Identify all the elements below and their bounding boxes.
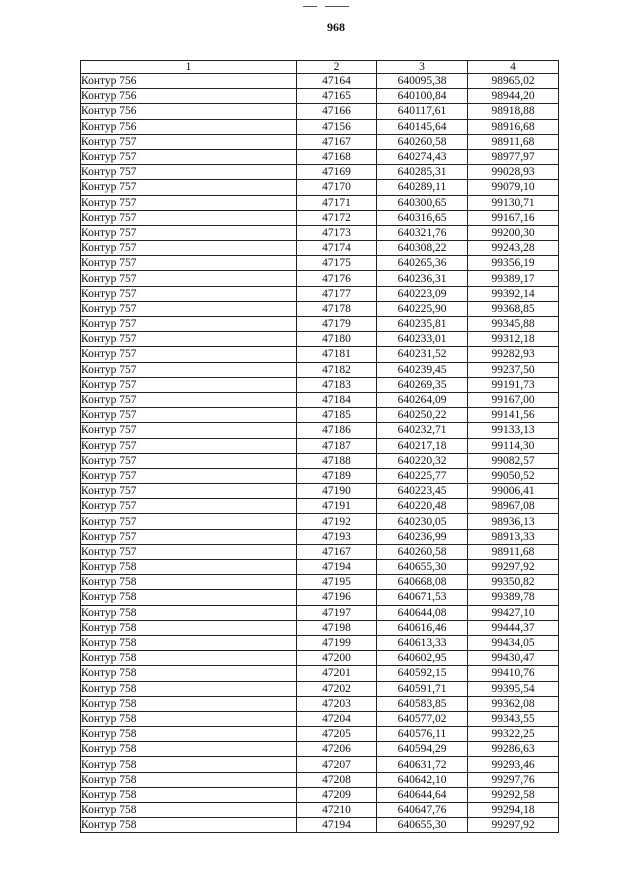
contour-name-cell: Контур 757 [81, 468, 297, 483]
y-coordinate-cell: 99389,17 [468, 271, 559, 286]
y-coordinate-cell: 99322,25 [468, 727, 559, 742]
x-coordinate-cell: 640225,77 [377, 468, 468, 483]
point-number-cell: 47198 [297, 620, 377, 635]
table-row [81, 241, 559, 256]
contour-name-cell: Контур 757 [81, 438, 297, 453]
point-number-cell: 47206 [297, 742, 377, 757]
contour-name-cell: Контур 757 [81, 180, 297, 195]
table-row [81, 119, 559, 134]
y-coordinate-cell: 98936,13 [468, 514, 559, 529]
point-number-cell: 47182 [297, 362, 377, 377]
y-coordinate-cell: 98911,68 [468, 544, 559, 559]
y-coordinate-cell: 99191,73 [468, 377, 559, 392]
point-number-cell: 47168 [297, 149, 377, 164]
table-row [81, 757, 559, 772]
table-row [81, 453, 559, 468]
table-row [81, 195, 559, 210]
table-row [81, 408, 559, 423]
y-coordinate-cell: 99286,63 [468, 742, 559, 757]
table-row [81, 544, 559, 559]
contour-name-cell: Контур 757 [81, 317, 297, 332]
y-coordinate-cell: 98913,33 [468, 529, 559, 544]
x-coordinate-cell: 640655,30 [377, 818, 468, 833]
point-number-cell: 47174 [297, 241, 377, 256]
contour-name-cell: Контур 758 [81, 727, 297, 742]
y-coordinate-cell: 99130,71 [468, 195, 559, 210]
table-row [81, 560, 559, 575]
point-number-cell: 47189 [297, 468, 377, 483]
point-number-cell: 47202 [297, 681, 377, 696]
point-number-cell: 47210 [297, 803, 377, 818]
column-header-4: 4 [468, 61, 559, 74]
table-row [81, 134, 559, 149]
contour-name-cell: Контур 758 [81, 605, 297, 620]
contour-name-cell: Контур 757 [81, 544, 297, 559]
point-number-cell: 47204 [297, 711, 377, 726]
x-coordinate-cell: 640095,38 [377, 74, 468, 89]
contour-name-cell: Контур 758 [81, 787, 297, 802]
table-row [81, 803, 559, 818]
y-coordinate-cell: 99410,76 [468, 666, 559, 681]
point-number-cell: 47197 [297, 605, 377, 620]
contour-name-cell: Контур 756 [81, 104, 297, 119]
x-coordinate-cell: 640289,11 [377, 180, 468, 195]
x-coordinate-cell: 640235,81 [377, 317, 468, 332]
table-row [81, 742, 559, 757]
y-coordinate-cell: 99297,92 [468, 818, 559, 833]
point-number-cell: 47156 [297, 119, 377, 134]
y-coordinate-cell: 99434,05 [468, 635, 559, 650]
table-row [81, 590, 559, 605]
y-coordinate-cell: 99312,18 [468, 332, 559, 347]
point-number-cell: 47170 [297, 180, 377, 195]
contour-name-cell: Контур 757 [81, 165, 297, 180]
y-coordinate-cell: 99345,88 [468, 317, 559, 332]
contour-name-cell: Контур 758 [81, 696, 297, 711]
point-number-cell: 47207 [297, 757, 377, 772]
y-coordinate-cell: 99294,18 [468, 803, 559, 818]
y-coordinate-cell: 98918,88 [468, 104, 559, 119]
table-row [81, 377, 559, 392]
y-coordinate-cell: 98911,68 [468, 134, 559, 149]
y-coordinate-cell: 99297,76 [468, 772, 559, 787]
table-row [81, 423, 559, 438]
point-number-cell: 47177 [297, 286, 377, 301]
point-number-cell: 47179 [297, 317, 377, 332]
y-coordinate-cell: 99114,30 [468, 438, 559, 453]
point-number-cell: 47192 [297, 514, 377, 529]
x-coordinate-cell: 640264,09 [377, 392, 468, 407]
contour-name-cell: Контур 757 [81, 332, 297, 347]
point-number-cell: 47209 [297, 787, 377, 802]
table-row [81, 666, 559, 681]
table-row [81, 180, 559, 195]
contour-name-cell: Контур 758 [81, 757, 297, 772]
contour-name-cell: Контур 758 [81, 620, 297, 635]
table-row [81, 696, 559, 711]
y-coordinate-cell: 99082,57 [468, 453, 559, 468]
y-coordinate-cell: 98944,20 [468, 89, 559, 104]
point-number-cell: 47208 [297, 772, 377, 787]
x-coordinate-cell: 640591,71 [377, 681, 468, 696]
contour-name-cell: Контур 757 [81, 529, 297, 544]
y-coordinate-cell: 99167,00 [468, 392, 559, 407]
x-coordinate-cell: 640220,48 [377, 499, 468, 514]
x-coordinate-cell: 640220,32 [377, 453, 468, 468]
table-row [81, 514, 559, 529]
point-number-cell: 47166 [297, 104, 377, 119]
point-number-cell: 47196 [297, 590, 377, 605]
table-row [81, 104, 559, 119]
table-row [81, 484, 559, 499]
point-number-cell: 47167 [297, 134, 377, 149]
x-coordinate-cell: 640316,65 [377, 210, 468, 225]
contour-name-cell: Контур 757 [81, 149, 297, 164]
x-coordinate-cell: 640217,18 [377, 438, 468, 453]
contour-name-cell: Контур 756 [81, 89, 297, 104]
contour-name-cell: Контур 757 [81, 241, 297, 256]
contour-name-cell: Контур 757 [81, 408, 297, 423]
table-row [81, 347, 559, 362]
point-number-cell: 47191 [297, 499, 377, 514]
y-coordinate-cell: 99389,78 [468, 590, 559, 605]
header-dashes [303, 4, 363, 10]
contour-name-cell: Контур 757 [81, 347, 297, 362]
contour-name-cell: Контур 757 [81, 271, 297, 286]
table-row [81, 74, 559, 89]
table-row [81, 301, 559, 316]
x-coordinate-cell: 640236,99 [377, 529, 468, 544]
contour-name-cell: Контур 758 [81, 666, 297, 681]
contour-name-cell: Контур 757 [81, 392, 297, 407]
point-number-cell: 47171 [297, 195, 377, 210]
y-coordinate-cell: 98977,97 [468, 149, 559, 164]
x-coordinate-cell: 640644,64 [377, 787, 468, 802]
x-coordinate-cell: 640223,09 [377, 286, 468, 301]
x-coordinate-cell: 640117,61 [377, 104, 468, 119]
point-number-cell: 47184 [297, 392, 377, 407]
x-coordinate-cell: 640232,71 [377, 423, 468, 438]
x-coordinate-cell: 640225,90 [377, 301, 468, 316]
y-coordinate-cell: 99292,58 [468, 787, 559, 802]
contour-name-cell: Контур 757 [81, 423, 297, 438]
y-coordinate-cell: 99430,47 [468, 651, 559, 666]
point-number-cell: 47165 [297, 89, 377, 104]
x-coordinate-cell: 640321,76 [377, 225, 468, 240]
table-row [81, 711, 559, 726]
table-row [81, 210, 559, 225]
table-row [81, 681, 559, 696]
table-row [81, 149, 559, 164]
y-coordinate-cell: 99356,19 [468, 256, 559, 271]
contour-name-cell: Контур 758 [81, 560, 297, 575]
table-row [81, 438, 559, 453]
table-row [81, 225, 559, 240]
table-row [81, 787, 559, 802]
x-coordinate-cell: 640260,58 [377, 544, 468, 559]
y-coordinate-cell: 99293,46 [468, 757, 559, 772]
page-number: 968 [327, 20, 345, 34]
x-coordinate-cell: 640269,35 [377, 377, 468, 392]
table-header-row [81, 61, 559, 74]
contour-name-cell: Контур 758 [81, 575, 297, 590]
contour-name-cell: Контур 757 [81, 256, 297, 271]
y-coordinate-cell: 98916,68 [468, 119, 559, 134]
x-coordinate-cell: 640655,30 [377, 560, 468, 575]
y-coordinate-cell: 99395,54 [468, 681, 559, 696]
contour-name-cell: Контур 756 [81, 74, 297, 89]
table-row [81, 818, 559, 833]
table-row [81, 651, 559, 666]
contour-name-cell: Контур 758 [81, 590, 297, 605]
contour-name-cell: Контур 758 [81, 635, 297, 650]
contour-name-cell: Контур 757 [81, 210, 297, 225]
x-coordinate-cell: 640145,64 [377, 119, 468, 134]
point-number-cell: 47186 [297, 423, 377, 438]
contour-name-cell: Контур 757 [81, 134, 297, 149]
table-body [81, 74, 559, 833]
contour-name-cell: Контур 756 [81, 119, 297, 134]
y-coordinate-cell: 99427,10 [468, 605, 559, 620]
y-coordinate-cell: 99050,52 [468, 468, 559, 483]
x-coordinate-cell: 640576,11 [377, 727, 468, 742]
point-number-cell: 47173 [297, 225, 377, 240]
point-number-cell: 47193 [297, 529, 377, 544]
point-number-cell: 47169 [297, 165, 377, 180]
x-coordinate-cell: 640285,31 [377, 165, 468, 180]
contour-name-cell: Контур 757 [81, 514, 297, 529]
contour-name-cell: Контур 757 [81, 377, 297, 392]
x-coordinate-cell: 640239,45 [377, 362, 468, 377]
y-coordinate-cell: 99243,28 [468, 241, 559, 256]
contour-name-cell: Контур 757 [81, 499, 297, 514]
y-coordinate-cell: 99167,16 [468, 210, 559, 225]
x-coordinate-cell: 640647,76 [377, 803, 468, 818]
point-number-cell: 47181 [297, 347, 377, 362]
table-row [81, 165, 559, 180]
y-coordinate-cell: 99368,85 [468, 301, 559, 316]
y-coordinate-cell: 99297,92 [468, 560, 559, 575]
table-row [81, 529, 559, 544]
coordinates-table [80, 60, 559, 833]
x-coordinate-cell: 640613,33 [377, 635, 468, 650]
contour-name-cell: Контур 757 [81, 225, 297, 240]
point-number-cell: 47172 [297, 210, 377, 225]
table-row [81, 271, 559, 286]
table-row [81, 362, 559, 377]
y-coordinate-cell: 98965,02 [468, 74, 559, 89]
x-coordinate-cell: 640230,05 [377, 514, 468, 529]
y-coordinate-cell: 99006,41 [468, 484, 559, 499]
y-coordinate-cell: 99200,30 [468, 225, 559, 240]
table-row [81, 256, 559, 271]
contour-name-cell: Контур 757 [81, 453, 297, 468]
table-row [81, 620, 559, 635]
x-coordinate-cell: 640100,84 [377, 89, 468, 104]
x-coordinate-cell: 640602,95 [377, 651, 468, 666]
x-coordinate-cell: 640594,29 [377, 742, 468, 757]
point-number-cell: 47201 [297, 666, 377, 681]
x-coordinate-cell: 640265,36 [377, 256, 468, 271]
x-coordinate-cell: 640631,72 [377, 757, 468, 772]
point-number-cell: 47194 [297, 560, 377, 575]
point-number-cell: 47199 [297, 635, 377, 650]
contour-name-cell: Контур 758 [81, 772, 297, 787]
x-coordinate-cell: 640583,85 [377, 696, 468, 711]
point-number-cell: 47175 [297, 256, 377, 271]
x-coordinate-cell: 640671,53 [377, 590, 468, 605]
x-coordinate-cell: 640592,15 [377, 666, 468, 681]
point-number-cell: 47200 [297, 651, 377, 666]
contour-name-cell: Контур 757 [81, 301, 297, 316]
contour-name-cell: Контур 757 [81, 484, 297, 499]
table-row [81, 317, 559, 332]
y-coordinate-cell: 99237,50 [468, 362, 559, 377]
x-coordinate-cell: 640274,43 [377, 149, 468, 164]
point-number-cell: 47203 [297, 696, 377, 711]
table-row [81, 499, 559, 514]
table-row [81, 772, 559, 787]
y-coordinate-cell: 99028,93 [468, 165, 559, 180]
point-number-cell: 47167 [297, 544, 377, 559]
x-coordinate-cell: 640250,22 [377, 408, 468, 423]
column-header-3: 3 [377, 61, 468, 74]
x-coordinate-cell: 640308,22 [377, 241, 468, 256]
table-row [81, 635, 559, 650]
table-row [81, 332, 559, 347]
x-coordinate-cell: 640300,65 [377, 195, 468, 210]
x-coordinate-cell: 640223,45 [377, 484, 468, 499]
x-coordinate-cell: 640577,02 [377, 711, 468, 726]
y-coordinate-cell: 99141,56 [468, 408, 559, 423]
point-number-cell: 47183 [297, 377, 377, 392]
x-coordinate-cell: 640642,10 [377, 772, 468, 787]
y-coordinate-cell: 99079,10 [468, 180, 559, 195]
x-coordinate-cell: 640231,52 [377, 347, 468, 362]
point-number-cell: 47164 [297, 74, 377, 89]
x-coordinate-cell: 640233,01 [377, 332, 468, 347]
point-number-cell: 47176 [297, 271, 377, 286]
table-row [81, 575, 559, 590]
x-coordinate-cell: 640236,31 [377, 271, 468, 286]
y-coordinate-cell: 99444,37 [468, 620, 559, 635]
contour-name-cell: Контур 757 [81, 362, 297, 377]
y-coordinate-cell: 99133,13 [468, 423, 559, 438]
point-number-cell: 47188 [297, 453, 377, 468]
x-coordinate-cell: 640668,08 [377, 575, 468, 590]
point-number-cell: 47190 [297, 484, 377, 499]
y-coordinate-cell: 99343,55 [468, 711, 559, 726]
column-header-1: 1 [81, 61, 297, 74]
x-coordinate-cell: 640616,46 [377, 620, 468, 635]
y-coordinate-cell: 99392,14 [468, 286, 559, 301]
y-coordinate-cell: 99350,82 [468, 575, 559, 590]
point-number-cell: 47205 [297, 727, 377, 742]
contour-name-cell: Контур 758 [81, 651, 297, 666]
column-header-2: 2 [297, 61, 377, 74]
point-number-cell: 47187 [297, 438, 377, 453]
point-number-cell: 47178 [297, 301, 377, 316]
table-row [81, 286, 559, 301]
table-row [81, 392, 559, 407]
table-row [81, 605, 559, 620]
y-coordinate-cell: 99282,93 [468, 347, 559, 362]
y-coordinate-cell: 99362,08 [468, 696, 559, 711]
table-row [81, 468, 559, 483]
contour-name-cell: Контур 758 [81, 803, 297, 818]
contour-name-cell: Контур 758 [81, 711, 297, 726]
point-number-cell: 47194 [297, 818, 377, 833]
y-coordinate-cell: 98967,08 [468, 499, 559, 514]
point-number-cell: 47185 [297, 408, 377, 423]
contour-name-cell: Контур 758 [81, 742, 297, 757]
x-coordinate-cell: 640260,58 [377, 134, 468, 149]
contour-name-cell: Контур 758 [81, 818, 297, 833]
table-row [81, 89, 559, 104]
point-number-cell: 47195 [297, 575, 377, 590]
contour-name-cell: Контур 758 [81, 681, 297, 696]
contour-name-cell: Контур 757 [81, 286, 297, 301]
x-coordinate-cell: 640644,08 [377, 605, 468, 620]
contour-name-cell: Контур 757 [81, 195, 297, 210]
point-number-cell: 47180 [297, 332, 377, 347]
table-row [81, 727, 559, 742]
